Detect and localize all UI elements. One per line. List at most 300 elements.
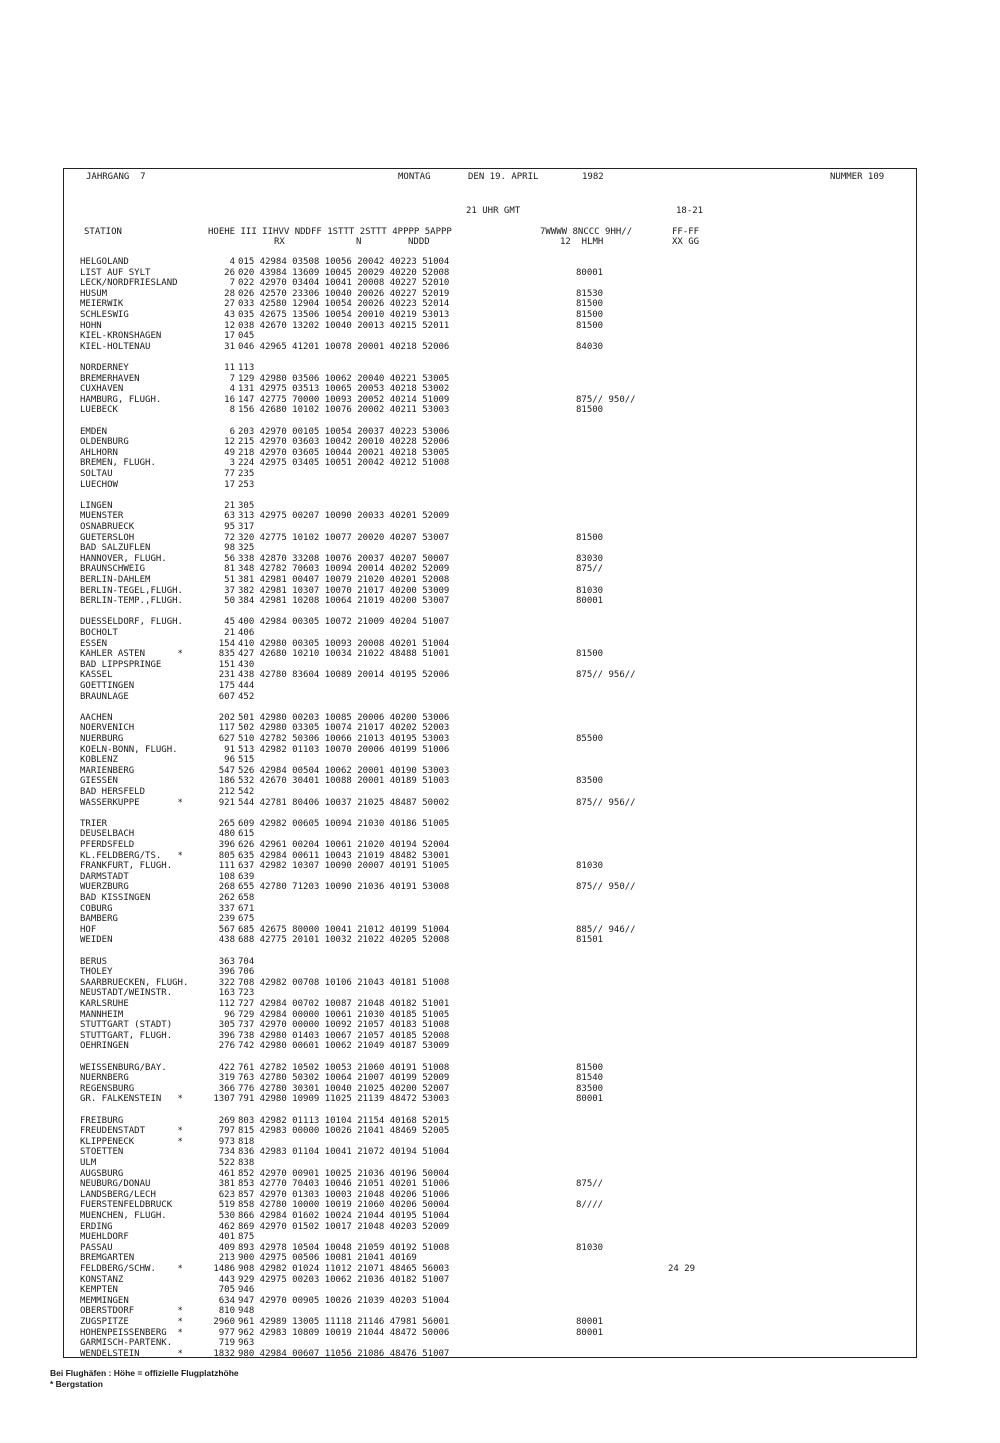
station-height: 154: [218, 638, 235, 649]
table-row: [0, 1200, 1000, 1211]
observation-code: 688 42775 20101 10032 21022 40205 52008: [238, 935, 450, 946]
station-height: 319: [218, 1073, 235, 1084]
observation-code: 869 42970 01502 10017 21048 40203 52009: [238, 1221, 450, 1232]
table-row: [0, 851, 1000, 862]
table-row: [0, 480, 1000, 491]
station-height: 401: [218, 1232, 235, 1243]
station-height: 719: [218, 1338, 235, 1349]
station-height: 56: [224, 553, 235, 564]
station-height: 98: [224, 543, 235, 554]
footnote-airport-height: Bei Flughäfen : Höhe = offizielle Flugplatzhöhe: [50, 1368, 239, 1378]
observation-code: 737 42970 00000 10092 21057 40183 51008: [238, 1020, 450, 1031]
table-row: [0, 1063, 1000, 1074]
col-header-group8: 7WWWW 8NCCC 9HH//: [540, 227, 633, 237]
station-height: 11: [224, 363, 235, 373]
observation-code: 035 42675 13506 10054 20010 40219 53013: [238, 310, 450, 320]
station-height: 231: [218, 670, 235, 681]
station-name: SOLTAU: [80, 469, 113, 479]
station-height: 37: [224, 585, 235, 596]
station-height: 522: [218, 1158, 235, 1168]
station-name: BRAUNLAGE: [80, 691, 129, 702]
observation-code: 858 42780 10000 10019 21060 40206 50004: [238, 1200, 450, 1211]
table-row: [0, 1041, 1000, 1052]
table-row: [0, 1285, 1000, 1296]
observation-code: 818: [238, 1136, 255, 1147]
station-height: 396: [218, 967, 235, 978]
group8-code: 83500: [576, 776, 604, 787]
observation-code: 526 42984 00504 10062 20001 40190 53003: [238, 765, 450, 776]
station-name: FREIBURG: [80, 1115, 124, 1126]
station-height: 28: [224, 288, 235, 299]
observation-code: 218 42970 03605 10044 20021 40218 53005: [238, 447, 450, 458]
observation-code: 502 42980 03305 10074 21017 40202 52003: [238, 723, 450, 734]
group8-code: 80001: [576, 1317, 604, 1327]
observation-code: 637 42982 10307 10090 20007 40191 51005: [238, 861, 450, 872]
station-height: 519: [218, 1200, 235, 1211]
table-row: [0, 554, 1000, 565]
station-name: AHLHORN: [80, 447, 118, 458]
station-height: 480: [218, 829, 235, 840]
observation-code: 704: [238, 956, 255, 967]
station-height: 4: [229, 257, 235, 267]
station-name: WUERZBURG: [80, 882, 129, 893]
station-height: 91: [224, 744, 235, 755]
group8-code: 84030: [576, 341, 604, 352]
observation-code: 738 42980 01403 10067 21057 40185 52008: [238, 1030, 450, 1041]
group8-code: 875// 956//: [576, 797, 636, 808]
observation-code: 452: [238, 691, 255, 702]
observation-code: 215 42970 03603 10042 20010 40228 52006: [238, 437, 450, 448]
group8-code: 875// 950//: [576, 882, 636, 893]
observation-code: 156 42680 10102 10076 20002 40211 53003: [238, 405, 450, 416]
table-row: [0, 787, 1000, 798]
table-row: [0, 957, 1000, 968]
group8-code: 81530: [576, 288, 604, 299]
table-row: [0, 289, 1000, 300]
station-name: KAHLER ASTEN *: [80, 649, 183, 660]
station-height: 17: [224, 479, 235, 490]
station-name: MUENSTER: [80, 511, 124, 522]
station-name: WEISSENBURG/BAY.: [80, 1062, 167, 1073]
station-height: 95: [224, 522, 235, 532]
station-name: WEIDEN: [80, 935, 113, 946]
station-name: FREUDENSTADT *: [80, 1126, 183, 1137]
station-height: 77: [224, 469, 235, 479]
observation-code: 015 42984 03508 10056 20042 40223 51004: [238, 257, 450, 267]
table-row: [0, 1020, 1000, 1031]
table-row: [0, 798, 1000, 809]
group8-code: 85500: [576, 734, 604, 744]
station-name: FUERSTENFELDBRUCK: [80, 1200, 173, 1211]
station-height: 17: [224, 331, 235, 342]
station-name: AACHEN: [80, 712, 113, 723]
observation-code: 038 42670 13202 10040 20013 40215 52011: [238, 320, 450, 331]
table-row: [0, 533, 1000, 544]
row-spacer: [0, 352, 1000, 363]
station-height: 96: [224, 755, 235, 766]
table-row: [0, 670, 1000, 681]
table-row: [0, 628, 1000, 639]
station-name: SCHLESWIG: [80, 310, 129, 320]
observation-code: 235: [238, 469, 255, 479]
station-name: LUEBECK: [80, 405, 118, 416]
station-name: KASSEL: [80, 670, 113, 681]
table-row: [0, 1073, 1000, 1084]
station-name: DUESSELDORF, FLUGH.: [80, 617, 183, 628]
observation-code: 761 42782 10502 10053 21060 40191 51008: [238, 1062, 450, 1073]
group8-code: 875// 956//: [576, 670, 636, 681]
station-height: 363: [218, 956, 235, 967]
observation-code: 852 42970 00901 10025 21036 40196 50004: [238, 1168, 450, 1179]
station-name: MEIERWIK: [80, 299, 124, 310]
station-name: BERLIN-TEMP.,FLUGH.: [80, 596, 183, 607]
station-name: KOELN-BONN, FLUGH.: [80, 744, 178, 755]
table-row: [0, 914, 1000, 925]
station-name: DARMSTADT: [80, 871, 129, 882]
observation-code: 838: [238, 1158, 255, 1168]
station-height: 623: [218, 1189, 235, 1200]
observation-code: 615: [238, 829, 255, 840]
station-name: AUGSBURG: [80, 1168, 124, 1179]
station-height: 63: [224, 511, 235, 522]
col-subheader-nddd: NDDD: [408, 237, 430, 247]
observation-code: 727 42984 00702 10087 21048 40182 51001: [238, 999, 450, 1009]
station-height: 977: [218, 1327, 235, 1338]
station-name: NOERVENICH: [80, 723, 135, 734]
observation-code: 515: [238, 755, 255, 766]
station-name: PFERDSFELD: [80, 840, 135, 850]
table-row: [0, 978, 1000, 989]
table-row: [0, 1296, 1000, 1307]
table-row: [0, 1253, 1000, 1264]
observation-code: 776 42780 30301 10040 21025 40200 52007: [238, 1083, 450, 1094]
observation-code: 045: [238, 331, 255, 342]
table-row: [0, 458, 1000, 469]
station-height: 547: [218, 765, 235, 776]
table-row: [0, 299, 1000, 310]
observation-time: 21 UHR GMT: [466, 206, 521, 216]
station-name: OSNABRUECK: [80, 522, 135, 532]
observation-code: 908 42982 01024 11012 21071 48465 56003: [238, 1264, 450, 1274]
group8-code: 81030: [576, 1242, 604, 1253]
station-height: 607: [218, 691, 235, 702]
station-name: NEUBURG/DONAU: [80, 1179, 151, 1190]
station-name: BERLIN-DAHLEM: [80, 575, 151, 585]
observation-code: 836 42983 01104 10041 21072 40194 51004: [238, 1147, 450, 1158]
table-row: [0, 1264, 1000, 1275]
station-height: 27: [224, 299, 235, 310]
table-row: [0, 1275, 1000, 1286]
station-name: GOETTINGEN: [80, 681, 135, 691]
station-height: 268: [218, 882, 235, 893]
observation-code: 305: [238, 500, 255, 511]
station-name: ULM: [80, 1158, 97, 1168]
group8-code: 81500: [576, 299, 604, 310]
table-row: [0, 882, 1000, 893]
table-row: [0, 257, 1000, 268]
observation-code: 253: [238, 479, 255, 490]
table-row: [0, 1116, 1000, 1127]
station-height: 366: [218, 1083, 235, 1094]
table-row: [0, 1306, 1000, 1317]
station-name: EMDEN: [80, 426, 108, 437]
table-row: [0, 639, 1000, 650]
station-height: 7: [229, 278, 235, 289]
station-name: HOHENPEISSENBERG *: [80, 1327, 183, 1338]
station-height: 212: [218, 787, 235, 797]
table-row: [0, 564, 1000, 575]
table-row: [0, 1169, 1000, 1180]
station-name: KIEL-HOLTENAU: [80, 341, 151, 352]
station-name: BREMGARTEN: [80, 1253, 135, 1264]
observation-code: 962 42983 10809 10019 21044 48472 50006: [238, 1327, 450, 1338]
observation-code: 501 42980 00203 10085 20006 40200 53006: [238, 712, 450, 723]
station-height: 108: [218, 871, 235, 882]
station-height: 705: [218, 1285, 235, 1296]
station-name: WENDELSTEIN *: [80, 1348, 183, 1359]
station-height: 797: [218, 1126, 235, 1137]
observation-code: 320 42775 10102 10077 20020 40207 53007: [238, 532, 450, 543]
station-name: LINGEN: [80, 500, 113, 511]
station-name: NORDERNEY: [80, 363, 129, 373]
observation-code: 510 42782 50306 10066 21013 40195 53003: [238, 734, 450, 744]
table-row: [0, 745, 1000, 756]
station-name: GUETERSLOH: [80, 532, 135, 543]
station-name: BERLIN-TEGEL,FLUGH.: [80, 585, 183, 596]
table-row: [0, 1126, 1000, 1137]
station-name: THOLEY: [80, 967, 113, 978]
observation-code: 609 42982 00605 10094 21030 40186 51005: [238, 818, 450, 829]
table-row: [0, 819, 1000, 830]
station-height: 163: [218, 988, 235, 999]
station-name: OBERSTDORF *: [80, 1306, 183, 1317]
station-height: 21: [224, 628, 235, 638]
table-row: [0, 1317, 1000, 1328]
table-row: [0, 829, 1000, 840]
observation-code: 961 42989 13005 11118 21146 47981 56001: [238, 1317, 450, 1327]
station-height: 276: [218, 1041, 235, 1052]
table-row: [0, 268, 1000, 279]
station-name: MARIENBERG: [80, 765, 135, 776]
table-row: [0, 511, 1000, 522]
observation-code: 400 42984 00305 10072 21009 40204 51007: [238, 617, 450, 628]
table-row: [0, 331, 1000, 342]
station-name: HANNOVER, FLUGH.: [80, 553, 167, 564]
station-name: KARLSRUHE: [80, 999, 129, 1009]
table-row: [0, 1328, 1000, 1339]
station-height: 1307: [213, 1094, 235, 1105]
station-height: 239: [218, 914, 235, 925]
observation-code: 948: [238, 1306, 255, 1317]
station-height: 6: [229, 426, 235, 437]
station-height: 462: [218, 1221, 235, 1232]
row-spacer: [0, 416, 1000, 427]
date-label: DEN 19. APRIL: [468, 172, 539, 182]
observation-code: 317: [238, 522, 255, 532]
station-name: TRIER: [80, 818, 108, 829]
table-row: [0, 692, 1000, 703]
station-height: 409: [218, 1242, 235, 1253]
station-name: LECK/NORDFRIESLAND: [80, 278, 178, 289]
station-name: KLIPPENECK *: [80, 1136, 183, 1147]
observation-code: 929 42975 00203 10062 21036 40182 51007: [238, 1274, 450, 1285]
table-row: [0, 967, 1000, 978]
station-name: OEHRINGEN: [80, 1041, 129, 1052]
observation-code: 963: [238, 1338, 255, 1349]
table-row: [0, 893, 1000, 904]
observation-code: 791 42980 10909 11025 21139 48472 53003: [238, 1094, 450, 1105]
station-name: ERDING: [80, 1221, 113, 1232]
observation-code: 046 42965 41201 10078 20001 40218 52006: [238, 341, 450, 352]
table-row: [0, 1179, 1000, 1190]
observation-code: 384 42981 10208 10064 21019 40200 53007: [238, 596, 450, 607]
observation-code: 022 42970 03404 10041 20008 40227 52010: [238, 278, 450, 289]
station-height: 734: [218, 1147, 235, 1158]
station-height: 111: [218, 861, 235, 872]
group8-code: 83500: [576, 1083, 604, 1094]
row-spacer: [0, 808, 1000, 819]
observation-code: 224 42975 03405 10051 20042 40212 51008: [238, 458, 450, 469]
group8-code: 81500: [576, 649, 604, 660]
station-height: 81: [224, 564, 235, 575]
observation-code: 658: [238, 893, 255, 903]
station-height: 269: [218, 1115, 235, 1126]
station-height: 262: [218, 893, 235, 903]
table-row: [0, 1190, 1000, 1201]
observation-code: 427 42680 10210 10034 21022 48488 51001: [238, 649, 450, 660]
observation-code: 980 42984 00607 11056 21086 48476 51007: [238, 1348, 450, 1359]
table-row: [0, 755, 1000, 766]
table-row: [0, 321, 1000, 332]
table-row: [0, 734, 1000, 745]
station-name: HUSUM: [80, 288, 108, 299]
group8-code: 81500: [576, 320, 604, 331]
observation-code: 348 42782 70603 10094 20014 40202 52009: [238, 564, 450, 575]
observation-code: 444: [238, 681, 255, 691]
group8-code: 81500: [576, 405, 604, 416]
station-height: 627: [218, 734, 235, 744]
station-height: 202: [218, 712, 235, 723]
table-row: [0, 861, 1000, 872]
station-name: KIEL-KRONSHAGEN: [80, 331, 162, 342]
station-name: BAD LIPPSPRINGE: [80, 659, 162, 670]
station-name: KOBLENZ: [80, 755, 118, 766]
year-label: 1982: [582, 172, 604, 182]
station-height: 567: [218, 924, 235, 935]
observation-code: 900 42975 00506 10081 21041 40169: [238, 1253, 417, 1264]
table-row: [0, 1094, 1000, 1105]
observation-code: 947 42970 00905 10026 21039 40203 51004: [238, 1295, 450, 1306]
station-name: HELGOLAND: [80, 257, 129, 267]
table-row: [0, 469, 1000, 480]
group8-code: 81030: [576, 861, 604, 872]
station-name: BAD SALZUFLEN: [80, 543, 151, 554]
station-name: NEUSTADT/WEINSTR.: [80, 988, 173, 999]
group8-code: 81500: [576, 310, 604, 320]
station-name: STOETTEN: [80, 1147, 124, 1158]
station-height: 26: [224, 267, 235, 278]
observation-code: 675: [238, 914, 255, 925]
group8-code: 80001: [576, 267, 604, 278]
station-name: CUXHAVEN: [80, 384, 124, 395]
observation-code: 723: [238, 988, 255, 999]
group8-code: 81500: [576, 1062, 604, 1073]
station-height: 12: [224, 437, 235, 448]
observation-code: 438 42780 83604 10089 20014 40195 52006: [238, 670, 450, 681]
station-height: 50: [224, 596, 235, 607]
station-name: GIESSEN: [80, 776, 118, 787]
row-spacer: [0, 1052, 1000, 1063]
observation-code: 706: [238, 967, 255, 978]
group8-code: 81501: [576, 935, 604, 946]
table-row: [0, 713, 1000, 724]
table-row: [0, 448, 1000, 459]
station-height: 810: [218, 1306, 235, 1317]
group8-code: 875// 950//: [576, 394, 636, 405]
station-height: 921: [218, 797, 235, 808]
station-height: 31: [224, 341, 235, 352]
station-height: 151: [218, 659, 235, 670]
table-row: [0, 501, 1000, 512]
station-name: STUTTGART, FLUGH.: [80, 1030, 173, 1041]
station-height: 973: [218, 1136, 235, 1147]
table-row: [0, 575, 1000, 586]
observation-code: 626 42961 00204 10061 21020 40194 52004: [238, 840, 450, 850]
table-row: [0, 1158, 1000, 1169]
weekday-label: MONTAG: [398, 172, 431, 182]
station-height: 381: [218, 1179, 235, 1190]
station-height: 396: [218, 1030, 235, 1041]
issue-number: NUMMER 109: [830, 172, 885, 182]
station-height: 265: [218, 818, 235, 829]
observation-code: 203 42970 00105 10054 20037 40223 53006: [238, 426, 450, 437]
row-spacer: [0, 490, 1000, 501]
station-name: ZUGSPITZE *: [80, 1317, 183, 1327]
observation-code: 803 42982 01113 10104 21154 40168 52015: [238, 1115, 450, 1126]
station-height: 7: [229, 373, 235, 384]
station-height: 49: [224, 447, 235, 458]
observation-code: 639: [238, 871, 255, 882]
observation-code: 853 42770 70403 10046 21051 40201 51006: [238, 1179, 450, 1190]
col-header-station: STATION: [84, 227, 122, 237]
station-name: BREMERHAVEN: [80, 373, 140, 384]
observation-code: 131 42975 03513 10065 20053 40218 53002: [238, 384, 450, 395]
station-name: LUECHOW: [80, 479, 118, 490]
table-row: [0, 660, 1000, 671]
table-row: [0, 1338, 1000, 1349]
station-height: 322: [218, 977, 235, 988]
table-row: [0, 1031, 1000, 1042]
observation-code: 325: [238, 543, 255, 554]
col-header-codes: HOEHE III IIHVV NDDFF 1STTT 2STTT 4PPPP 5APPP: [208, 227, 452, 237]
station-height: 51: [224, 575, 235, 585]
table-row: [0, 1211, 1000, 1222]
table-row: [0, 363, 1000, 374]
observation-code: 147 42775 70000 10093 20052 40214 51009: [238, 394, 450, 405]
table-row: [0, 342, 1000, 353]
table-row: [0, 1243, 1000, 1254]
station-name: GR. FALKENSTEIN *: [80, 1094, 183, 1105]
col-header-ff: FF-FF: [672, 227, 700, 237]
observation-code: 532 42670 30401 10088 20001 40189 51003: [238, 776, 450, 787]
observation-code: 410 42980 00305 10093 20008 40201 51004: [238, 638, 450, 649]
footnote-mountain-station: * Bergstation: [50, 1379, 103, 1389]
station-height: 186: [218, 776, 235, 787]
station-name: COBURG: [80, 903, 113, 914]
station-name: KL.FELDBERG/TS. *: [80, 850, 183, 861]
col-subheader-rx: RX: [274, 237, 285, 247]
group8-code: 81030: [576, 585, 604, 596]
